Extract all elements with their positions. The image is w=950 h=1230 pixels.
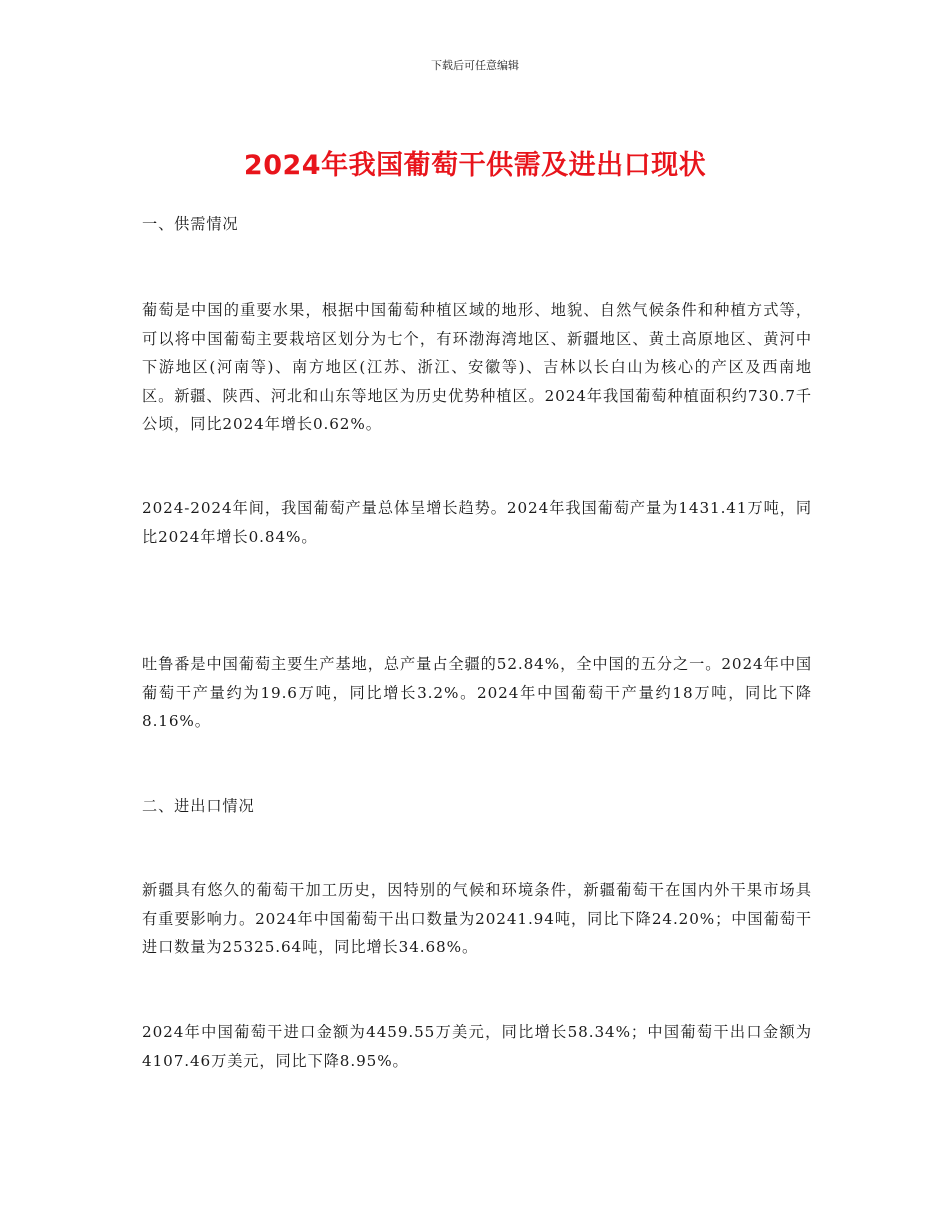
section-heading-import-export: 二、进出口情况	[142, 797, 255, 815]
section-heading-supply-demand: 一、供需情况	[142, 215, 239, 233]
paragraph-turpan-raisin-output: 吐鲁番是中国葡萄主要生产基地，总产量占全疆的52.84%，全中国的五分之一。2024年中国葡萄干产量约为19.6万吨，同比增长3.2%。2024年中国葡萄干产量约18万吨，同比下降8.16%。	[142, 655, 812, 730]
paragraph-grape-production: 2024-2024年间，我国葡萄产量总体呈增长趋势。2024年我国葡萄产量为1431.41万吨，同比2024年增长0.84%。	[142, 499, 812, 546]
paragraph-raisin-trade-volume: 新疆具有悠久的葡萄干加工历史，因特别的气候和环境条件，新疆葡萄干在国内外干果市场具有重要影响力。2024年中国葡萄干出口数量为20241.94吨，同比下降24.20%；中国葡萄干进口数量为25325.64吨，同比增长34.68%。	[142, 881, 812, 956]
paragraph-raisin-trade-value: 2024年中国葡萄干进口金额为4459.55万美元，同比增长58.34%；中国葡萄干出口金额为4107.46万美元，同比下降8.95%。	[142, 1023, 812, 1070]
header-note: 下载后可任意编辑	[431, 59, 519, 72]
paragraph-grape-regions: 葡萄是中国的重要水果，根据中国葡萄种植区域的地形、地貌、自然气候条件和种植方式等，可以将中国葡萄主要栽培区划分为七个，有环渤海湾地区、新疆地区、黄土高原地区、黄河中下游地区(河南等)、南方地区(江苏、浙江、安徽等)、吉林以长白山为核心的产区及西南地区。新疆、陕西、河北和山东等地区为历史优势种植区。2024年我国葡萄种植面积约730.7千公顷，同比2024年增长0.62%。	[142, 301, 812, 433]
document-title: 2024年我国葡萄干供需及进出口现状	[243, 150, 707, 181]
